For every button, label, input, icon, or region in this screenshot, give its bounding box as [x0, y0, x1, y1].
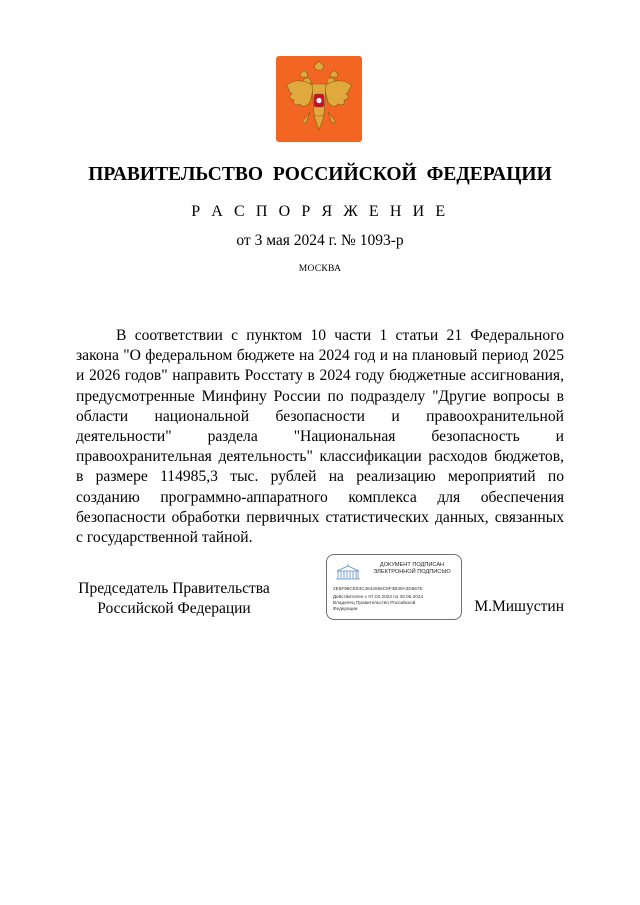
signer-position-line-2: Российской Федерации [97, 600, 251, 617]
document-date-number: от 3 мая 2024 г. № 1093-р [236, 232, 404, 249]
document-type: Р А С П О Р Я Ж Е Н И Е [191, 203, 449, 220]
government-building-icon [334, 563, 362, 581]
stamp-certificate: 2E6F98CE53C4642666C6F3B49A3D667E [333, 586, 423, 591]
stamp-title: ДОКУМЕНТ ПОДПИСАН ЭЛЕКТРОННОЙ ПОДПИСЬЮ [373, 562, 451, 576]
document-city: МОСКВА [298, 264, 342, 274]
coat-of-arms-emblem [276, 56, 362, 142]
signer-name: М.Мишустин [474, 598, 564, 615]
double-headed-eagle-icon [276, 56, 362, 142]
government-title: ПРАВИТЕЛЬСТВО РОССИЙСКОЙ ФЕДЕРАЦИИ [88, 164, 552, 185]
electronic-signature-stamp [326, 554, 462, 620]
signer-position-line-1: Председатель Правительства [78, 580, 270, 597]
document-body-paragraph: В соответствии с пунктом 10 части 1 статьи 21 Федерального закона "О федеральном бюджете на 2024 год и на плановый период 2025 и 2026 годов" направить Росстату в 2024 году бюджетные ассигнования, предусмотренные Минфину России по подразделу "Другие вопросы в области национальной безопасности и правоохранительной деятельности" раздела "Национальная безопасность и правоохранительная деятельность" классификации расходов бюджетов, в размере 114985,3 тыс. рублей на реализацию мероприятий по созданию программно-аппаратного комплекса для обеспечения безопасности обработки первичных статистических данных, связанных с государственной тайной. [76, 327, 564, 547]
stamp-owner-line-2: Федерации [333, 606, 358, 611]
stamp-validity: Действителен с 07.03.2023 по 30.05.2024 [333, 594, 424, 599]
signer-position [76, 579, 272, 619]
stamp-owner-line-1: Владелец Правительство Российской [333, 600, 416, 605]
